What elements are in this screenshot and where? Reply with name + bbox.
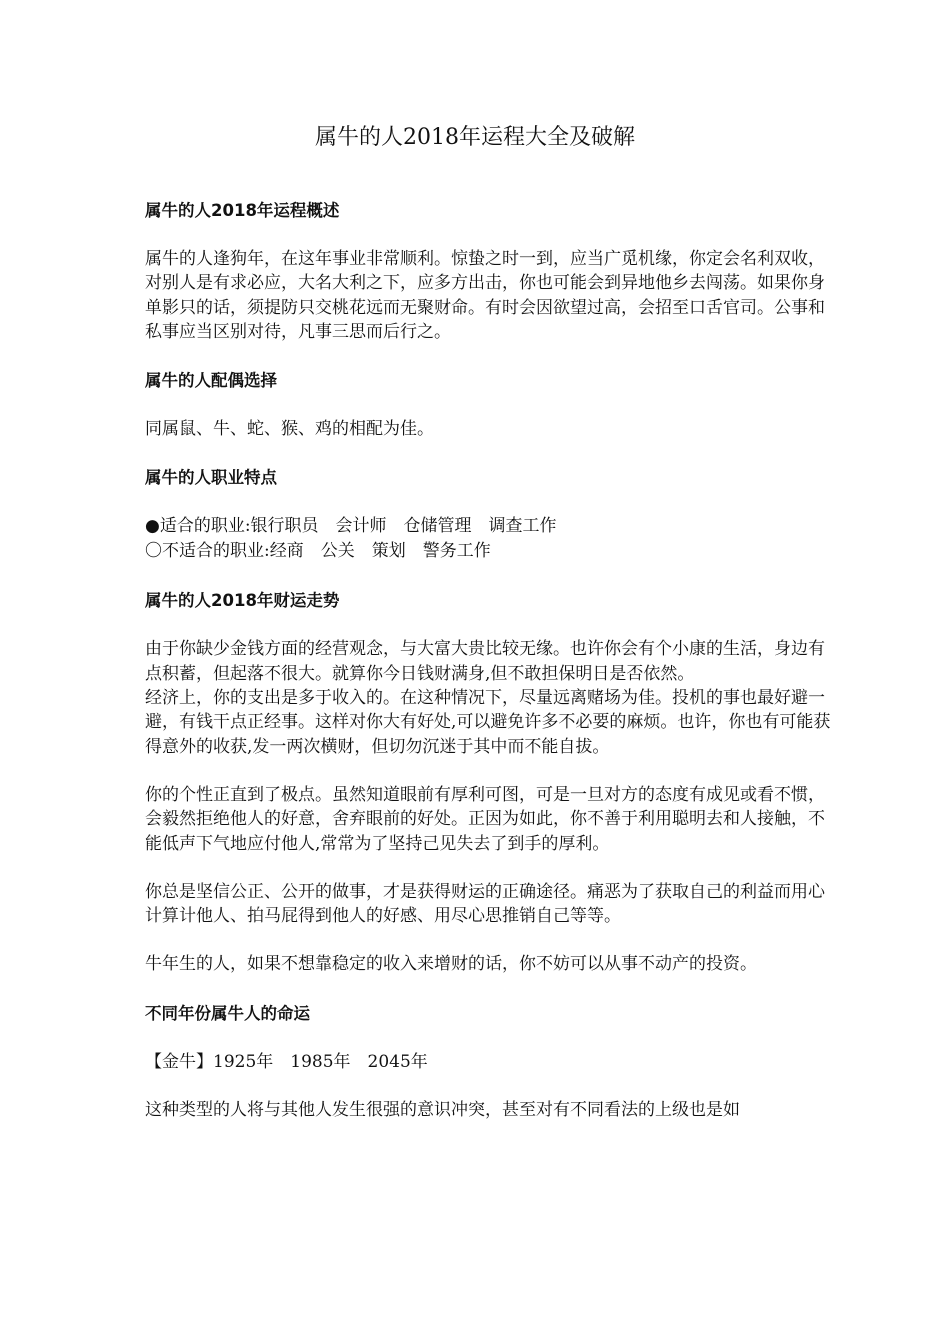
wealth-paragraph-2: 经济上，你的支出是多于收入的。在这种情况下，尽量远离赌场为佳。投机的事也最好避一避，有钱干点正经事。这样对你大有好处,可以避免许多不必要的麻烦。也许，你也有可能获得意外的收获,发一两次横财，但切勿沉迷于其中而不能自拔。 bbox=[145, 688, 831, 757]
wealth-heading: 属牛的人2018年财运走势 bbox=[145, 591, 340, 611]
document-title: 属牛的人2018年运程大全及破解 bbox=[315, 125, 635, 150]
spouse-paragraph: 同属鼠、牛、蛇、猴、鸡的相配为佳。 bbox=[145, 419, 434, 440]
career-suitable-line: ●适合的职业:银行职员 会计师 仓储管理 调查工作 bbox=[145, 516, 557, 537]
wealth-paragraph-group bbox=[145, 637, 835, 758]
wealth-paragraph-1: 由于你缺少金钱方面的经营观念，与大富大贵比较无缘。也许你会有个小康的生活，身边有点积蓄，但起落不很大。就算你今日钱财满身,但不敢担保明日是否依然。 bbox=[145, 639, 825, 684]
career-unsuitable-line: 〇不适合的职业:经商 公关 策划 警务工作 bbox=[145, 541, 491, 562]
fate-heading: 不同年份属牛人的命运 bbox=[145, 1003, 310, 1023]
overview-paragraph: 属牛的人逢狗年，在这年事业非常顺利。惊蛰之时一到，应当广觅机缘，你定会名利双收，对别人是有求必应，大名大利之下，应多方出击，你也可能会到异地他乡去闯荡。如果你身单影只的话，须提防只交桃花远而无聚财命。有时会因欲望过高，会招至口舌官司。公事和私事应当区别对待，凡事三思而后行之。 bbox=[145, 249, 825, 342]
wealth-paragraph-4: 你总是坚信公正、公开的做事，才是获得财运的正确途径。痛恶为了获取自己的利益而用心计算计他人、拍马屁得到他人的好感、用尽心思推销自己等等。 bbox=[145, 881, 825, 927]
wealth-paragraph-3: 你的个性正直到了极点。虽然知道眼前有厚利可图，可是一旦对方的态度有成见或看不惯，会毅然拒绝他人的好意，舍弃眼前的好处。正因为如此，你不善于利用聪明去和人接触，不能低声下气地应付他人,常常为了坚持己见失去了到手的厚利。 bbox=[145, 784, 825, 854]
gold-ox-paragraph: 这种类型的人将与其他人发生很强的意识冲突，甚至对有不同看法的上级也是如 bbox=[145, 1100, 740, 1121]
spouse-heading: 属牛的人配偶选择 bbox=[145, 371, 277, 391]
career-heading: 属牛的人职业特点 bbox=[145, 468, 277, 488]
overview-heading: 属牛的人2018年运程概述 bbox=[145, 201, 340, 220]
document-body bbox=[145, 198, 835, 1122]
wealth-paragraph-5: 牛年生的人，如果不想靠稳定的收入来增财的话，你不妨可以从事不动产的投资。 bbox=[145, 954, 757, 975]
gold-ox-line: 【金牛】1925年 1985年 2045年 bbox=[145, 1051, 428, 1072]
career-list bbox=[145, 514, 835, 564]
